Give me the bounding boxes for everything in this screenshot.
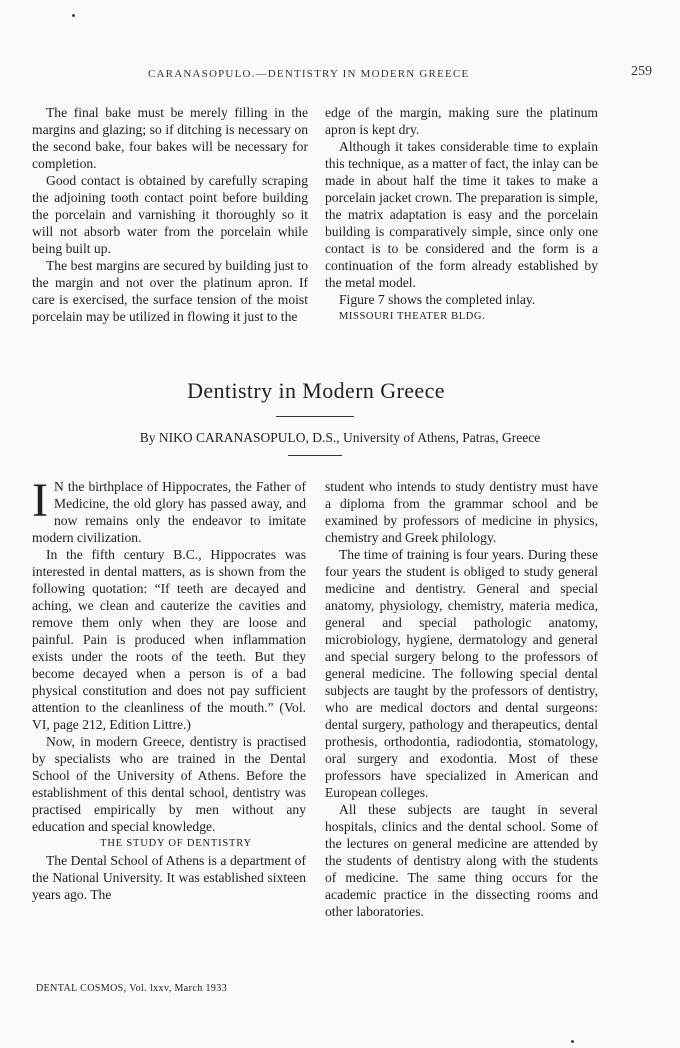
paragraph: student who intends to study dentistry must have a diploma from the grammar school and be examined by professors of medicine in physics, chemistry and Greek philology. (325, 479, 598, 545)
page-footer: DENTAL COSMOS, Vol. lxxv, March 1933 (36, 983, 228, 994)
article-column-right (325, 478, 598, 920)
paragraph: The time of training is four years. During these four years the student is obliged to study general medicine and dentistry. General and special anatomy, physiology, chemistry, materia medica, general and special pathologic anatomy, microbiology, hygiene, dermatology and general and special surgery belong to the professors of general medicine. The following special dental subjects are taught by the professors of dentistry, who are medical doctors and dental surgeons: dental surgery, pathology and therapeutics, dental prothesis, orthodontia, radiodontia, stomatology, oral surgery and exodontia. Most of these professors have specialized in American and European colleges. (325, 547, 598, 800)
article-byline: By NIKO CARANASOPULO, D.S., University of Athens, Patras, Greece (139, 430, 541, 445)
article-title: Dentistry in Modern Greece (187, 378, 445, 403)
speck-mark (72, 14, 75, 17)
page-number: 259 (631, 64, 652, 79)
paragraph: Now, in modern Greece, dentistry is practised by specialists who are trained in the Dental School of the University of Athens. Before the establishment of this dental school, dentistry was practised empirically by men without any education and special knowledge. (32, 734, 306, 834)
paragraph: In the fifth century B.C., Hippocrates was interested in dental matters, as is shown from the following quotation: “If teeth are decayed and aching, we clean and cauterize the cavities and remove them only when they are loose and painful. Pain is produced when inflammation exists under the roots of the teeth. But they become decayed when a person is of a bad physical constitution and does not pay sufficient attention to the cleanliness of the mouth.” (Vol. VI, page 212, Edition Littre.) (32, 547, 306, 732)
title-rule (276, 416, 354, 417)
paragraph: The final bake must be merely filling in the margins and glazing; so if ditching is necessary on the second bake, four bakes will be necessary for completion. (32, 105, 308, 171)
paragraph: Although it takes considerable time to explain this technique, as a matter of fact, the inlay can be made in about half the time it takes to make a porcelain jacket crown. The preparation is simple, the matrix adaptation is easy and the porcelain building is comparatively simple, since only one contact is to be considered and the form is a continuation of the form already established by the metal model. (325, 139, 598, 290)
paragraph: Good contact is obtained by carefully scraping the adjoining tooth contact point before building the porcelain and varnishing it thoroughly so it will not absorb water from the porcelain while being built up. (32, 173, 308, 256)
paragraph: The best margins are secured by building just to the margin and not over the platinum apron. If care is exercised, the surface tension of the moist porcelain may be utilized in flowing it just to the (32, 258, 308, 324)
prev-article-column-left (32, 104, 308, 325)
running-title: CARANASOPULO.—DENTISTRY IN MODERN GREECE (148, 68, 470, 80)
author-name: NIKO CARANASOPULO (158, 430, 306, 445)
prev-article-column-right (325, 104, 598, 325)
article-column-left (32, 474, 306, 903)
drop-cap: I (32, 474, 48, 527)
section-heading: THE STUDY OF DENTISTRY (100, 838, 252, 849)
paragraph: The Dental School of Athens is a department of the National University. It was established sixteen years ago. The (32, 853, 306, 902)
first-paragraph: I N the birthplace of Hippocrates, the Father of Medicine, the old glory has passed away, and now remains only the endeavor to imitate modern civilization. (32, 474, 306, 545)
author-signature: MISSOURI THEATER BLDG. (339, 311, 486, 322)
paragraph: All these subjects are taught in several hospitals, clinics and the dental school. Some of the lectures on general medicine are attended by the students of dentistry along with the students of medicine. The same thing occurs for the academic practice in the dissecting rooms and other laboratories. (325, 802, 598, 919)
speck-mark (571, 1040, 574, 1043)
byline-rule (288, 455, 342, 456)
paragraph: edge of the margin, making sure the platinum apron is kept dry. (325, 105, 598, 137)
paragraph: Figure 7 shows the completed inlay. (339, 292, 536, 307)
